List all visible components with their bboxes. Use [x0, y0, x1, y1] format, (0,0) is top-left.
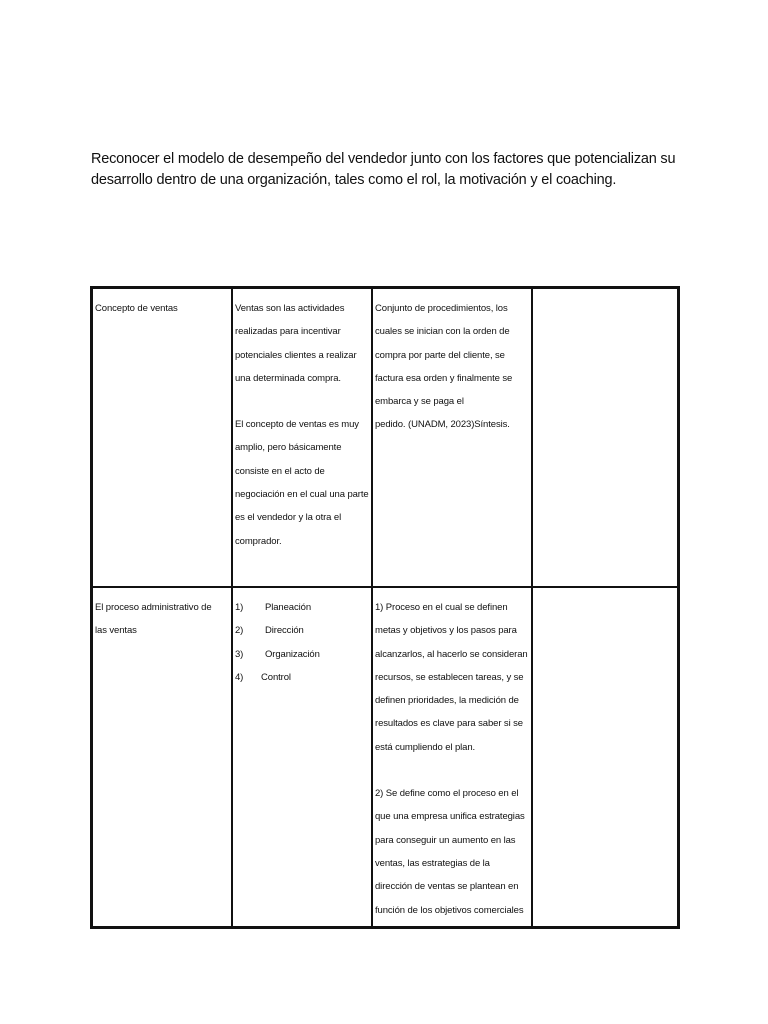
concept-label: Concepto de ventas	[95, 303, 178, 314]
table-cell-concept	[92, 587, 232, 927]
table-cell-definition	[232, 288, 372, 587]
table-cell-empty	[532, 288, 678, 587]
list-number: 3)	[235, 648, 244, 660]
content-table	[90, 286, 680, 929]
table-cell-empty	[532, 587, 678, 927]
list-item	[235, 619, 369, 642]
table-row	[92, 288, 678, 587]
table-cell-list	[232, 587, 372, 927]
table-cell-notes	[372, 288, 532, 587]
list-label: Planeación	[265, 602, 312, 613]
list-label: Organización	[265, 648, 320, 660]
list-item	[235, 666, 369, 689]
notes-paragraph: 2) Se define como el proceso en el que una empresa unifica estrategias para conseguir un aumento en las ventas, las estrategias de la dirección de ventas se plantean en función de los objetivos comerciales	[375, 788, 525, 916]
notes-paragraph: Conjunto de procedimientos, los cuales se inician con la orden de compra por parte del cliente, se factura esa orden y finalmente se embarca y se paga el pedido. (UNADM, 2023)Síntesis.	[375, 303, 513, 431]
table-row	[92, 587, 678, 927]
list-number: 4)	[235, 671, 244, 683]
table-cell-notes	[372, 587, 532, 927]
definition-paragraph: Ventas son las actividades realizadas para incentivar potenciales clientes a realizar una determinada compra.	[235, 303, 357, 384]
page-heading: Reconocer el modelo de desempeño del vendedor junto con los factores que potencializan su desarrollo dentro de una organización, tales como el rol, la motivación y el coaching.	[91, 151, 676, 188]
concept-label: El proceso administrativo de las ventas	[95, 602, 212, 637]
definition-paragraph: El concepto de ventas es muy amplio, pero básicamente consiste en el acto de negociación en el cual una parte es el vendedor y la otra el comprador.	[235, 419, 369, 547]
list-number: 2)	[235, 625, 244, 637]
list-label: Dirección	[265, 625, 304, 637]
table-cell-concept	[92, 288, 232, 587]
list-item	[235, 643, 369, 666]
list-item	[235, 596, 369, 619]
list-label: Control	[261, 671, 291, 683]
list-number: 1)	[235, 602, 244, 613]
notes-paragraph: 1) Proceso en el cual se definen metas y objetivos y los pasos para alcanzarlos, al hacerlo se consideran recursos, se establecen tareas, y se definen prioridades, la medición de resultados es clave para saber si se está cumpliendo el plan.	[375, 602, 528, 753]
